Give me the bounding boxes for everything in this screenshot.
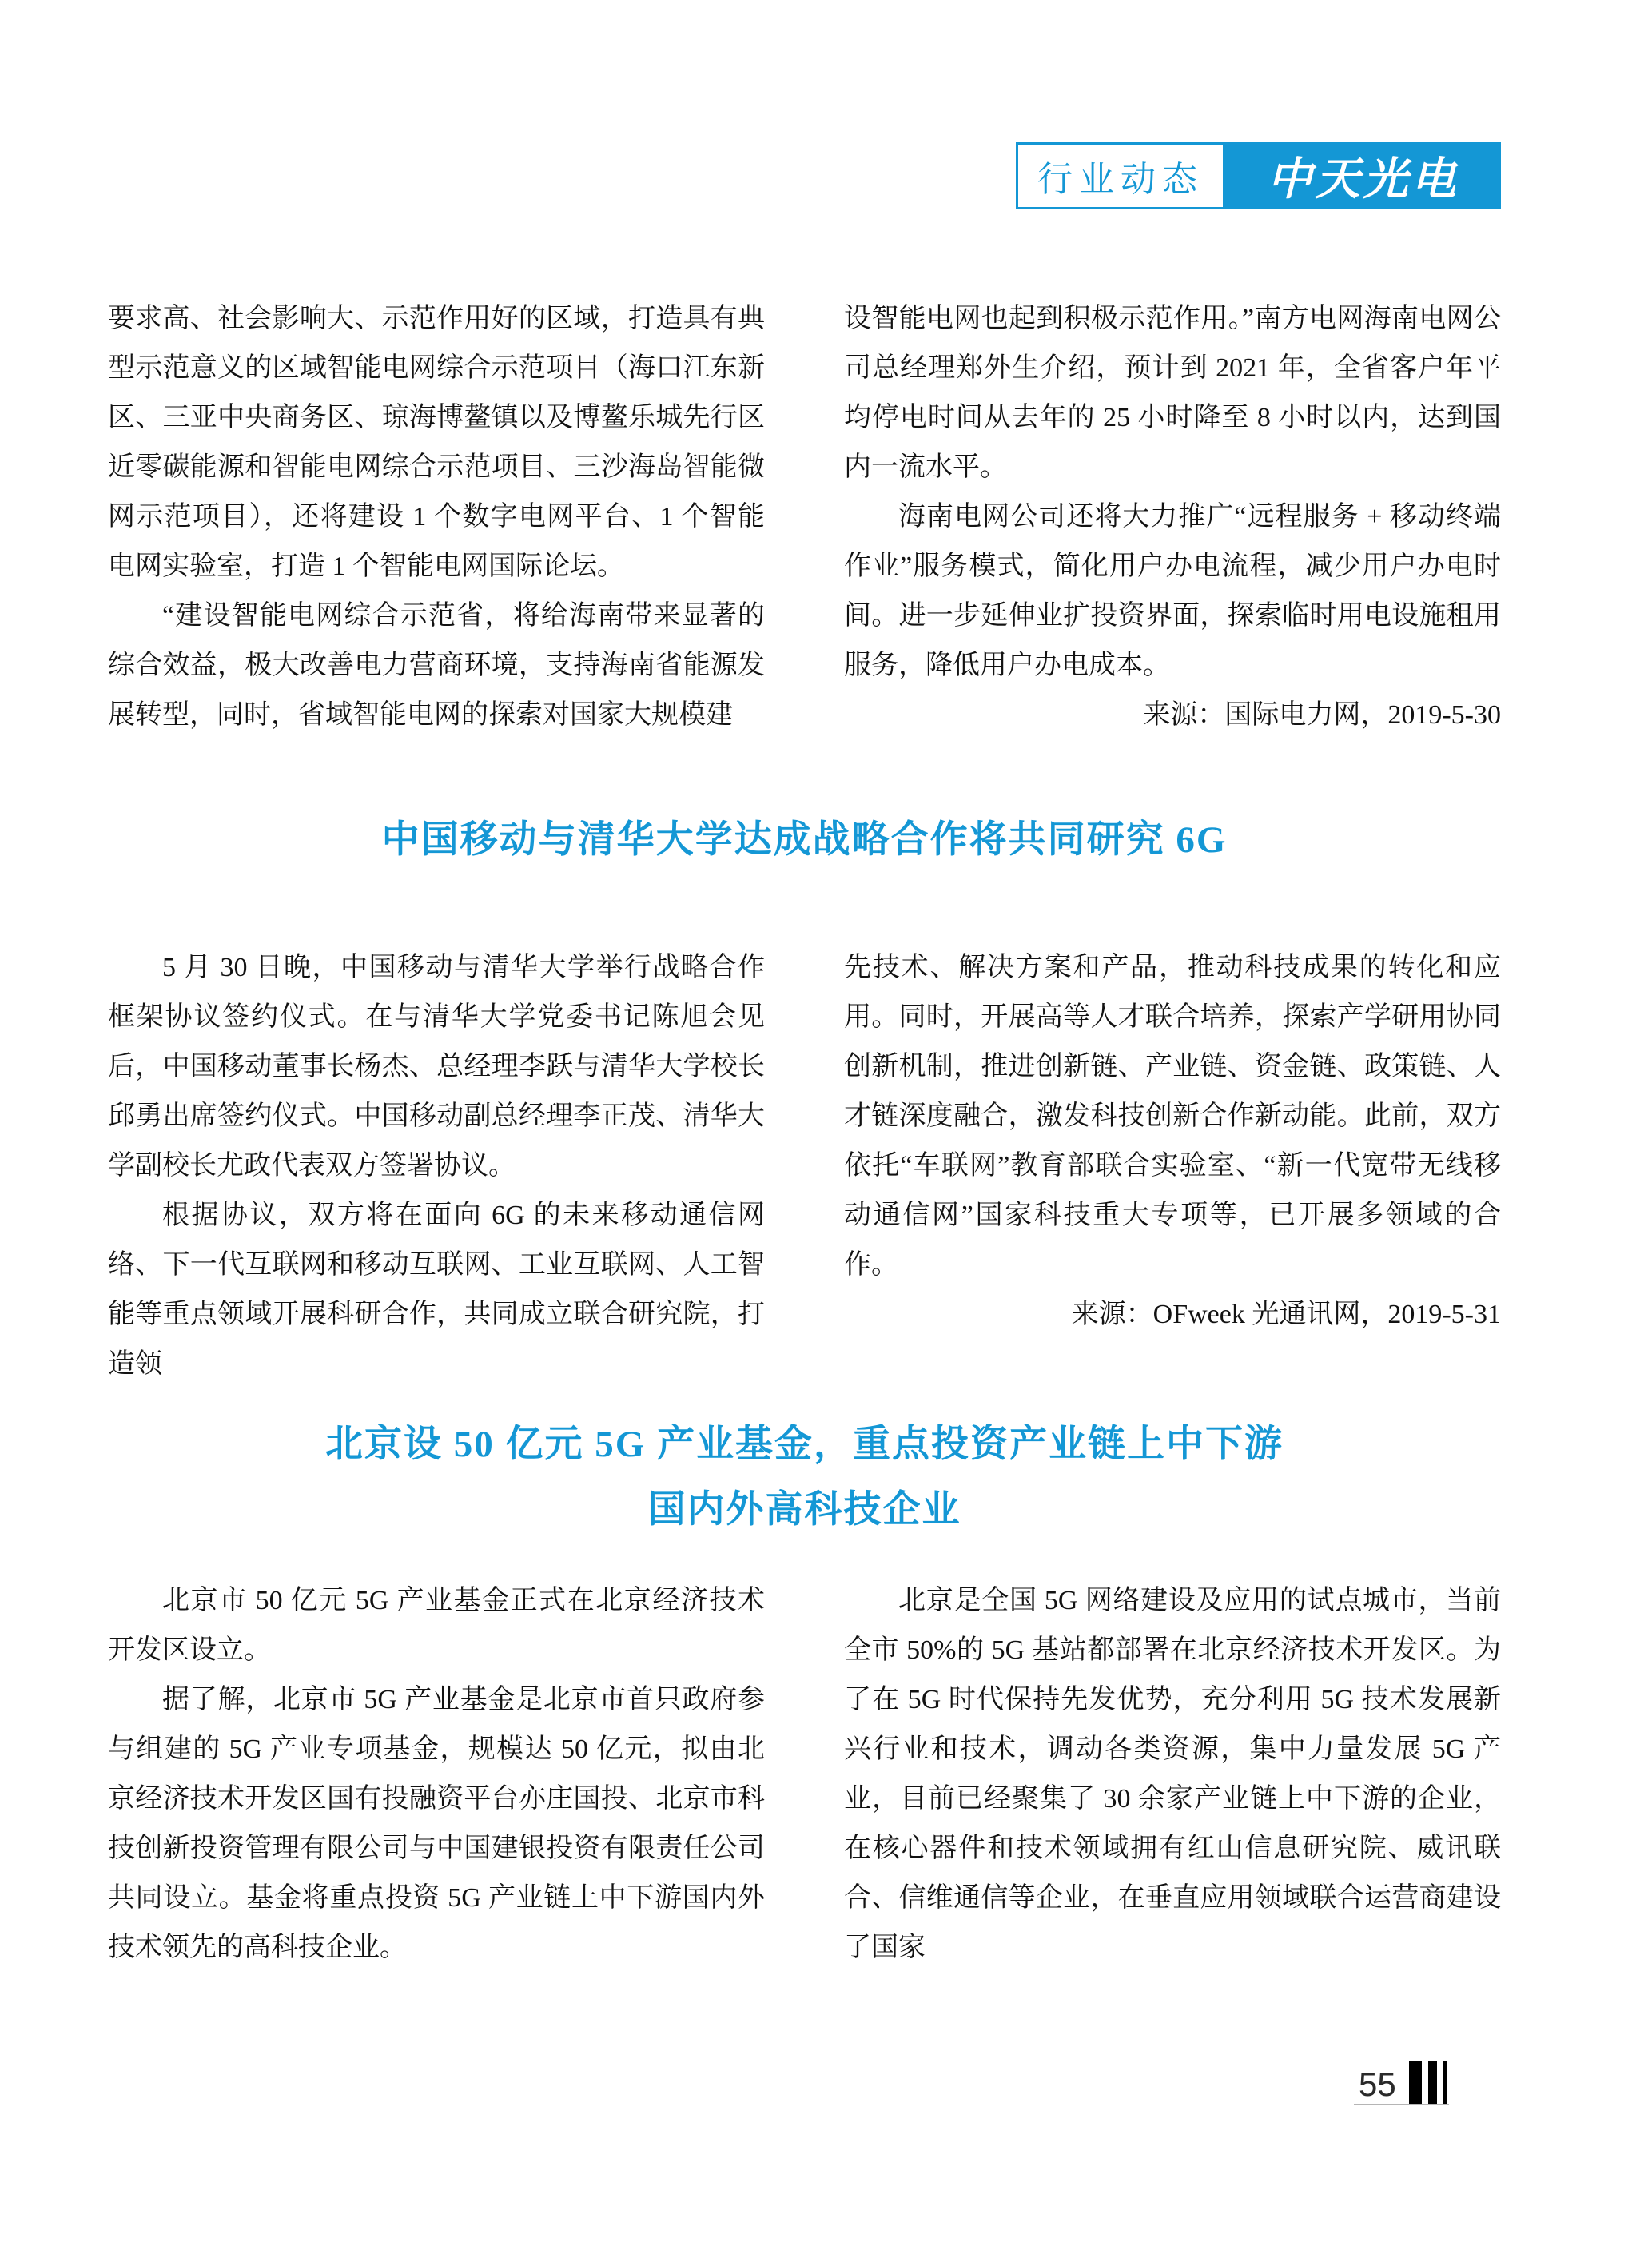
article1-source: 来源：国际电力网，2019-5-30 [1143, 700, 1501, 730]
page-footer [1354, 2061, 1449, 2105]
section-label: 行业动态 [1037, 160, 1204, 199]
article2-paragraph: 根据协议，双方将在面向 6G 的未来移动通信网络、下一代互联网和移动互联网、工业互联网、人工智能等重点领域开展科研合作，共同成立联合研究院，打造领 [108, 1201, 765, 1379]
brand-text: 中天光电 [1267, 155, 1459, 205]
bar-thick [1409, 2061, 1422, 2104]
article2-right-column [844, 943, 1501, 1340]
article1-right-column [844, 294, 1501, 740]
article1-paragraph: 要求高、社会影响大、示范作用好的区域，打造具有典型示范意义的区域智能电网综合示范项目（海口江东新区、三亚中央商务区、琼海博鳌镇以及博鳌乐城先行区近零碳能源和智能电网综合示范项目、三沙海岛智能微网示范项目），还将建设 1 个数字电网平台、1 个智能电网实验室，打造 1 个智能电网国际论坛。 [108, 304, 765, 581]
article2-paragraph: 5 月 30 日晚，中国移动与清华大学举行战略合作框架协议签约仪式。在与清华大学党委书记陈旭会见后，中国移动董事长杨杰、总经理李跃与清华大学校长邱勇出席签约仪式。中国移动副总经理李正茂、清华大学副校长尤政代表双方签署协议。 [108, 953, 765, 1181]
page-number-bars-icon [1409, 2061, 1447, 2104]
article2-source: 来源：OFweek 光通讯网，2019-5-31 [1071, 1300, 1501, 1329]
article3-paragraph: 北京是全国 5G 网络建设及应用的试点城市，当前全市 50%的 5G 基站都部署在北京经济技术开发区。为了在 5G 时代保持先发优势，充分利用 5G 技术发展新兴行业和技术，调动各类资源，集中力量发展 5G 产业，目前已经聚集了 30 余家产业链上中下游的企业，在核心器件和技术领域拥有红山信息研究院、威讯联合、信维通信等企业，在垂直应用领域联合运营商建设了国家 [844, 1586, 1501, 1962]
article3-paragraph: 北京市 50 亿元 5G 产业基金正式在北京经济技术开发区设立。 [108, 1586, 765, 1665]
article3-headline-line1: 北京设 50 亿元 5G 产业基金，重点投资产业链上中下游 [324, 1424, 1284, 1465]
article2-headline: 中国移动与清华大学达成战略合作将共同研究 6G [381, 819, 1228, 861]
article3-headline [108, 1412, 1501, 1543]
page-header [1016, 142, 1501, 209]
bar-thin [1443, 2061, 1447, 2104]
article3-paragraph: 据了解，北京市 5G 产业基金是北京市首只政府参与组建的 5G 产业专项基金，规模达 50 亿元，拟由北京经济技术开发区国有投融资平台亦庄国投、北京市科技创新投资管理有限公司与中国建银投资有限责任公司共同设立。基金将重点投资 5G 产业链上中下游国内外技术领先的高科技企业。 [108, 1685, 765, 1962]
section-tab [1016, 142, 1225, 209]
article3-left-column [108, 1576, 765, 1973]
article3-right-column [844, 1576, 1501, 1973]
page-number: 55 [1359, 2065, 1396, 2103]
article1-paragraph: 设智能电网也起到积极示范作用。”南方电网海南电网公司总经理郑外生介绍，预计到 2021 年，全省客户年平均停电时间从去年的 25 小时降至 8 小时以内，达到国内一流水平。 [844, 304, 1501, 482]
article2-left-column [108, 943, 765, 1389]
article3-headline-line2: 国内外高科技企业 [647, 1489, 961, 1531]
bar-medium [1428, 2061, 1437, 2104]
article2-paragraph: 先技术、解决方案和产品，推动科技成果的转化和应用。同时，开展高等人才联合培养，探索产学研用协同创新机制，推进创新链、产业链、资金链、政策链、人才链深度融合，激发科技创新合作新动能。此前，双方依托“车联网”教育部联合实验室、“新一代宽带无线移动通信网”国家科技重大专项等，已开展多领域的合作。 [844, 953, 1501, 1280]
article1-paragraph: “建设智能电网综合示范省，将给海南带来显著的综合效益，极大改善电力营商环境，支持海南省能源发展转型，同时，省域智能电网的探索对国家大规模建 [108, 601, 765, 730]
article1-left-column [108, 294, 765, 740]
article1-paragraph: 海南电网公司还将大力推广“远程服务 + 移动终端作业”服务模式，简化用户办电流程，减少用户办电时间。进一步延伸业扩投资界面，探索临时用电设施租用服务，降低用户办电成本。 [844, 502, 1501, 680]
brand-logo [1225, 142, 1501, 209]
